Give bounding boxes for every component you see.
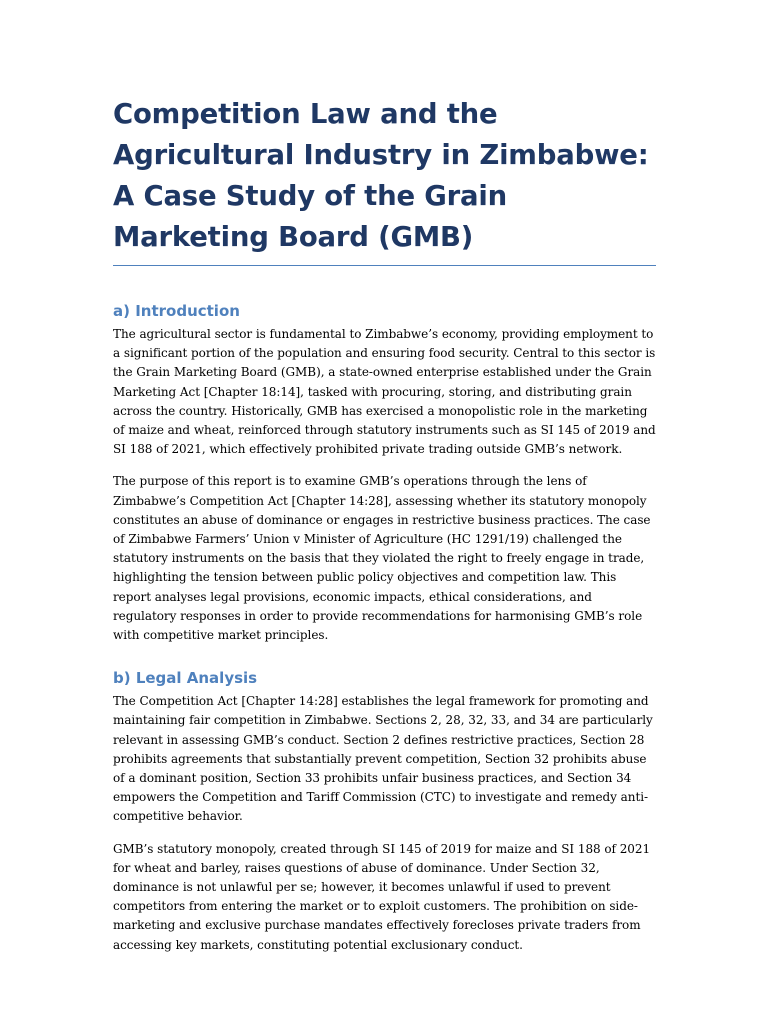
section-introduction <box>113 301 656 645</box>
paragraph: The Competition Act [Chapter 14:28] establishes the legal framework for promoting and maintaining fair competition in Zimbabwe. Sections 2, 28, 32, 33, and 34 are particularly relevant in assessing GMB’s conduct. Section 2 defines restrictive practices, Section 28 prohibits agreements that substantially prevent competition, Section 32 prohibits abuse of a dominant position, Section 33 prohibits unfair business practices, and Section 34 empowers the Competition and Tariff Commission (CTC) to investigate and remedy anti-competitive behavior. <box>113 694 653 824</box>
document-content <box>113 94 656 955</box>
section-legal-analysis <box>113 668 656 955</box>
section-heading-legal-analysis: b) Legal Analysis <box>113 669 258 688</box>
paragraph: The purpose of this report is to examine GMB’s operations through the lens of Zimbabwe’s Competition Act [Chapter 14:28], assessing whether its statutory monopoly constitutes an abuse of dominance or engages in restrictive business practices. The case of Zimbabwe Farmers’ Union v Minister of Agriculture (HC 1291/19) challenged the statutory instruments on the basis that they violated the right to freely engage in trade, highlighting the tension between public policy objectives and competition law. This report analyses legal provisions, economic impacts, ethical considerations, and regulatory responses in order to provide recommendations for harmonising GMB’s role with competitive market principles. <box>113 474 651 643</box>
document-title: Competition Law and the Agricultural Industry in Zimbabwe: A Case Study of the Grain Marketing Board (GMB) <box>113 94 656 266</box>
paragraph: GMB’s statutory monopoly, created through SI 145 of 2019 for maize and SI 188 of 2021 for wheat and barley, raises questions of abuse of dominance. Under Section 32, dominance is not unlawful per se; however, it becomes unlawful if used to prevent competitors from entering the market or to exploit customers. The prohibition on side-marketing and exclusive purchase mandates effectively forecloses private traders from accessing key markets, constituting potential exclusionary conduct. <box>113 841 651 952</box>
paragraph: The agricultural sector is fundamental to Zimbabwe’s economy, providing employment to a significant portion of the population and ensuring food security. Central to this sector is the Grain Marketing Board (GMB), a state-owned enterprise established under the Grain Marketing Act [Chapter 18:14], tasked with procuring, storing, and distributing grain across the country. Historically, GMB has exercised a monopolistic role in the marketing of maize and wheat, reinforced through statutory instruments such as SI 145 of 2019 and SI 188 of 2021, which effectively prohibited private trading outside GMB’s network. <box>113 327 656 457</box>
section-heading-introduction: a) Introduction <box>113 302 240 320</box>
